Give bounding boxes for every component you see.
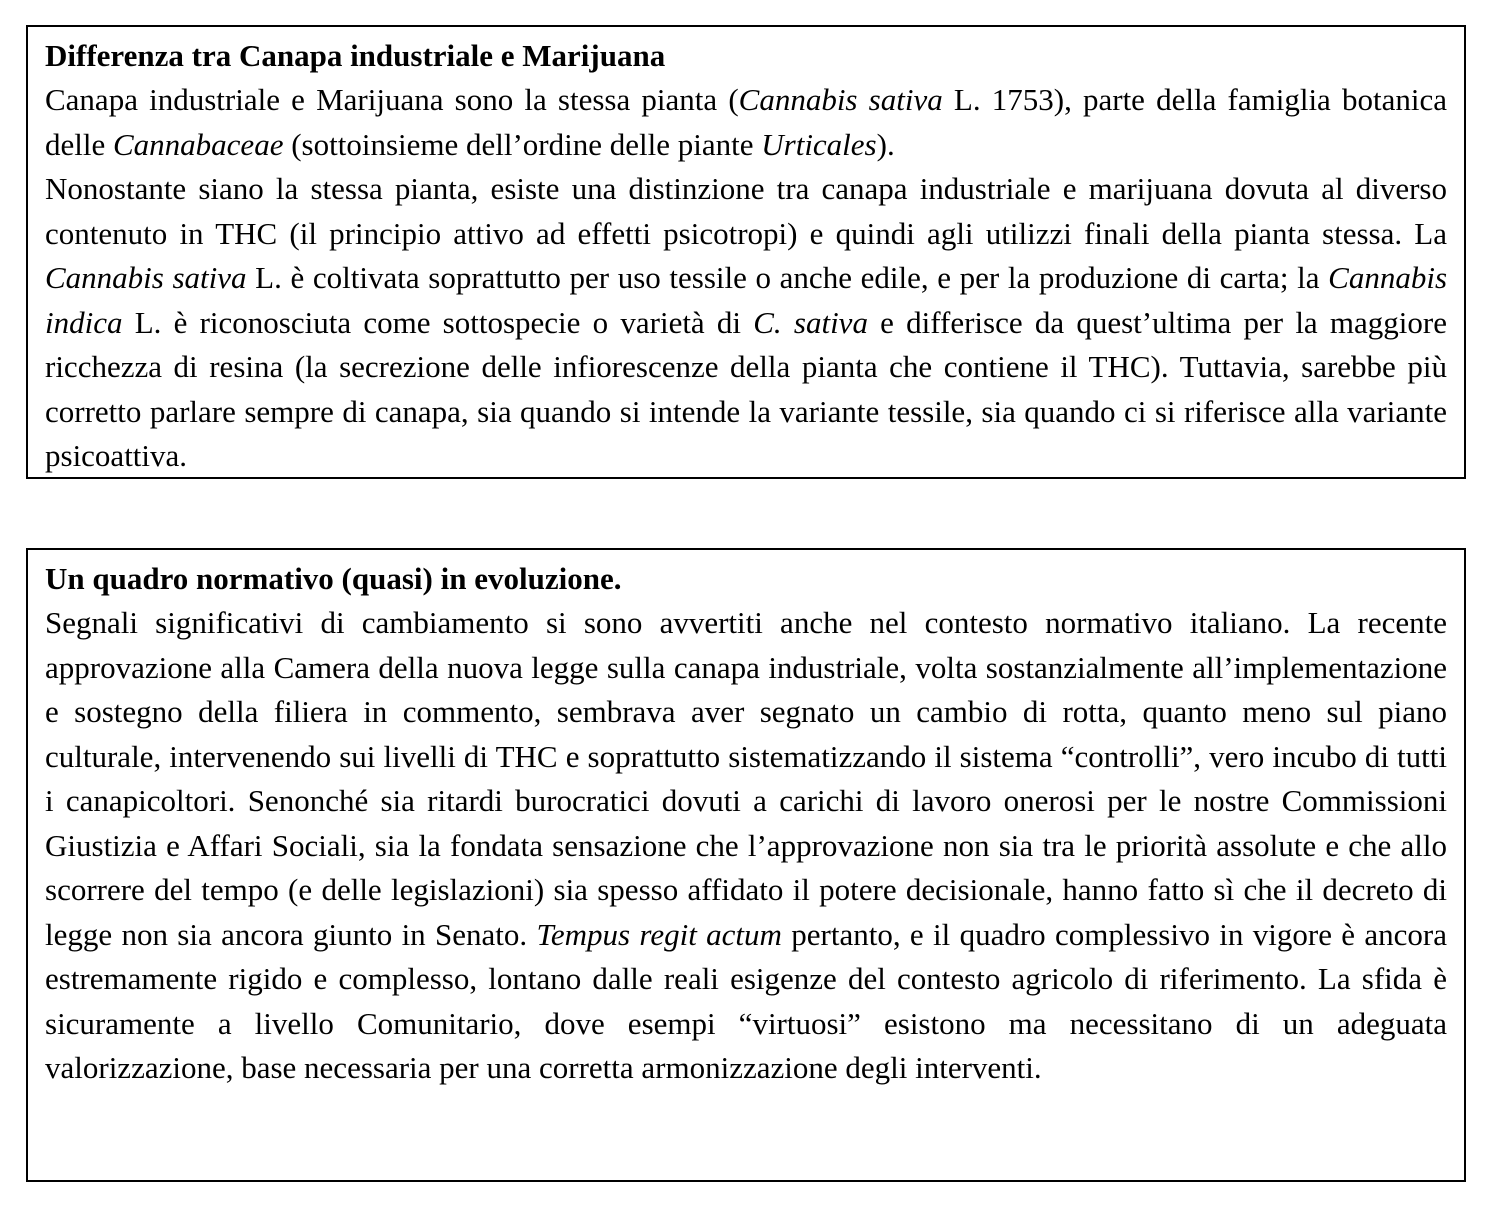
italic-term: Cannabis sativa [45, 260, 247, 295]
text-run: L. è riconosciuta come sottospecie o varietà di [122, 304, 754, 340]
text-run: e differisce da quest’ultima per la maggiore ricchezza di resina (la secrezione delle infiorescenze della pianta che contiene il THC). Tuttavia, sarebbe più corretto parlare sempre di canapa, sia quando si intende la variante tessile, sia quando ci si riferisce alla variante psicoattiva. [45, 304, 1447, 473]
box-title: Un quadro normativo (quasi) in evoluzione. [45, 561, 622, 596]
italic-term: Tempus regit actum [536, 916, 782, 952]
text-run: Canapa industriale e Marijuana sono la stessa pianta ( [45, 82, 739, 117]
italic-term: Cannabaceae [113, 126, 284, 162]
paragraph-regulation [45, 601, 1447, 1091]
text-run: ). [876, 126, 895, 162]
box-regulatory-framework [26, 548, 1466, 1182]
paragraph-definition [45, 78, 1447, 167]
italic-term: Cannabis sativa [738, 82, 943, 117]
box-hemp-vs-marijuana [26, 25, 1466, 479]
paragraph-distinction [45, 167, 1447, 479]
text-run: L. è coltivata soprattutto per uso tessile o anche edile, e per la produzione di carta; la [246, 260, 1329, 295]
text-run: L. 1753), parte della famiglia botanica delle [45, 82, 1447, 162]
text-run: Nonostante siano la stessa pianta, esiste una distinzione tra canapa industriale e marijuana dovuta al diverso contenuto in THC (il principio attivo ad effetti psicotropi) e quindi agli utilizzi finali della pianta stessa. La [45, 171, 1447, 251]
box-title: Differenza tra Canapa industriale e Marijuana [45, 38, 666, 73]
text-run: pertanto, e il quadro complessivo in vigore è ancora estremamente rigido e complesso, lontano dalle reali esigenze del contesto agricolo di riferimento. La sfida è sicuramente a livello Comunitario, dove esempi “virtuosi” esistono ma necessitano di un adeguata valorizzazione, base necessaria per una corretta armonizzazione degli interventi. [45, 916, 1447, 1085]
italic-term: Urticales [761, 126, 877, 162]
italic-term: C. sativa [753, 304, 868, 340]
italic-term: Cannabis indica [45, 260, 1448, 340]
text-run: (sottoinsieme dell’ordine delle piante [283, 126, 762, 162]
text-run: Segnali significativi di cambiamento si sono avvertiti anche nel contesto normativo italiano. La recente approvazione alla Camera della nuova legge sulla canapa industriale, volta sostanzialmente all’implementazione e sostegno della filiera in commento, sembrava aver segnato un cambio di rotta, quanto meno sul piano culturale, intervenendo sui livelli di THC e soprattutto sistematizzando il sistema “controlli”, vero incubo di tutti i canapicoltori. Senonché sia ritardi burocratici dovuti a carichi di lavoro onerosi per le nostre Commissioni Giustizia e Affari Sociali, sia la fondata sensazione che l’approvazione non sia tra le priorità assolute e che allo scorrere del tempo (e delle legislazioni) sia spesso affidato il potere decisionale, hanno fatto sì che il decreto di legge non sia ancora giunto in Senato. [45, 605, 1447, 952]
